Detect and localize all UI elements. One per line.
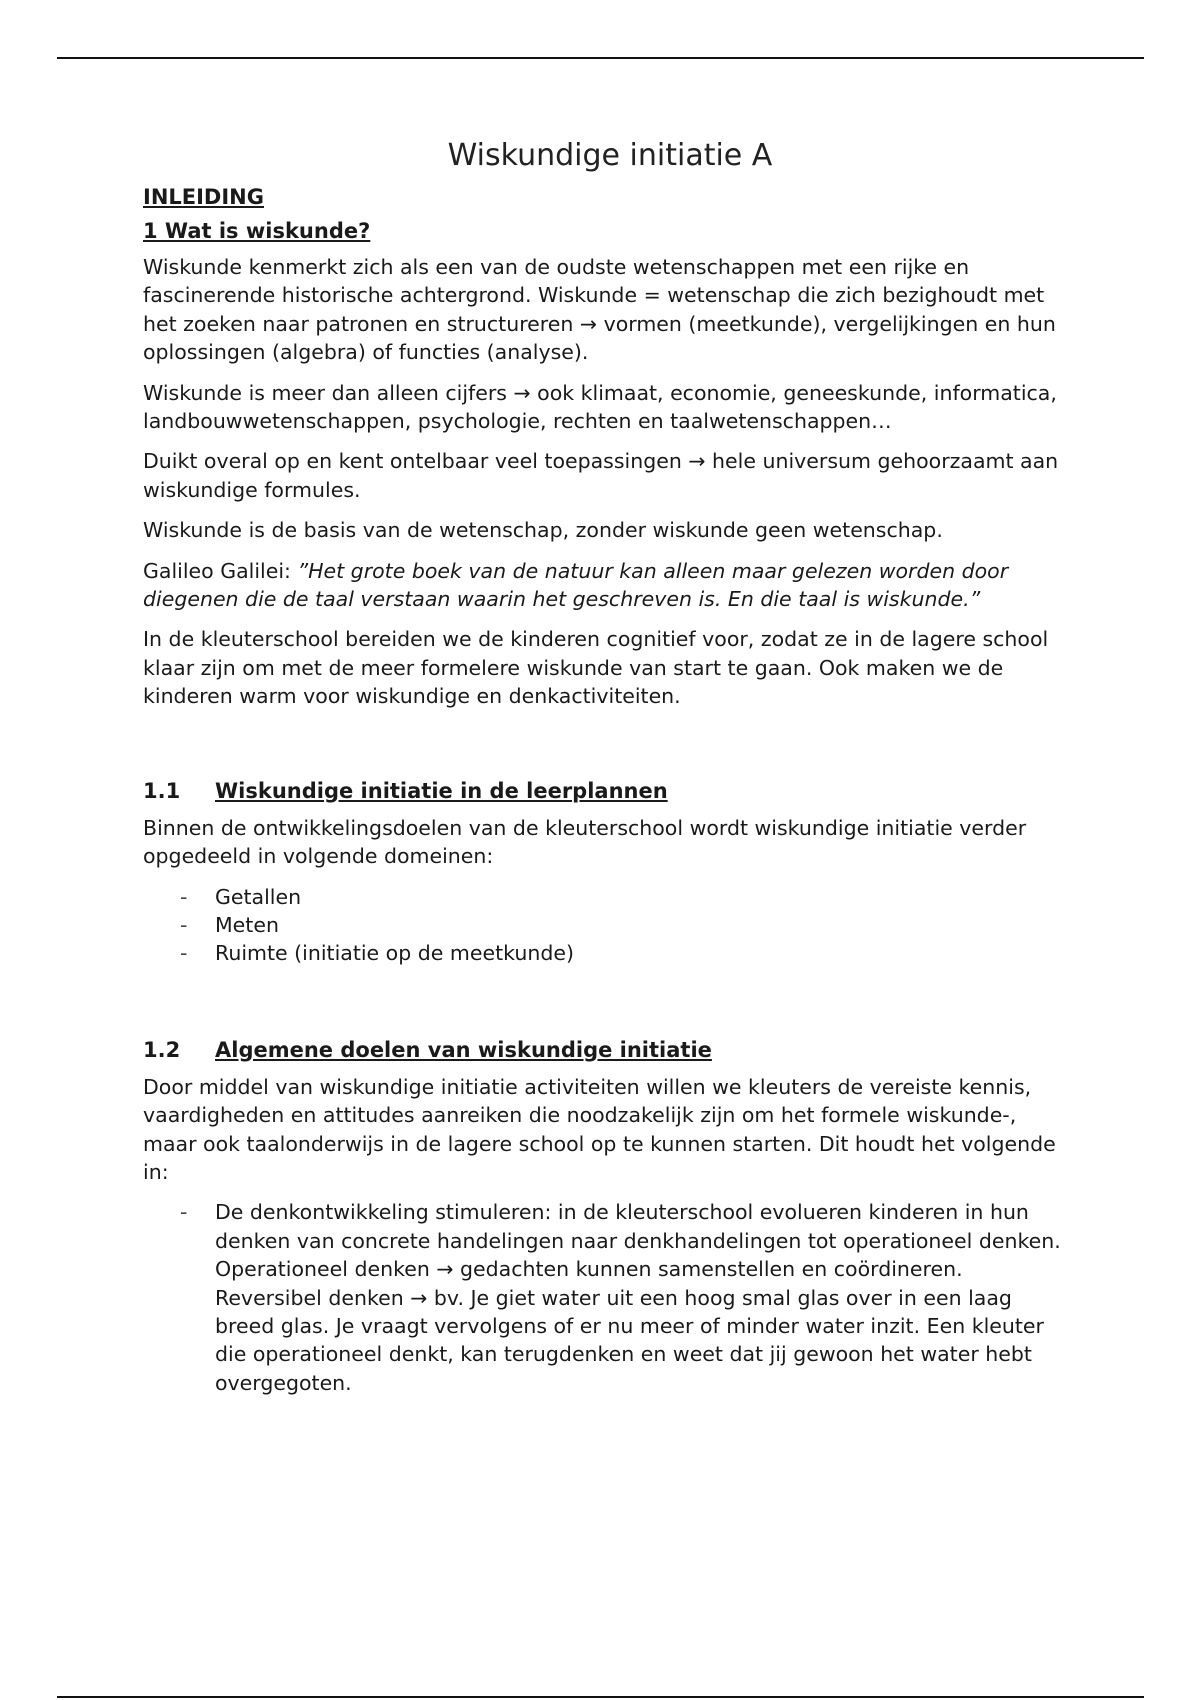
document-page xyxy=(143,138,1063,1409)
list-item: - Meten xyxy=(143,911,1063,939)
goal-line: Operationeel denken → gedachten kunnen samenstellen en coördineren. xyxy=(215,1257,963,1282)
section-heading-1-1 xyxy=(143,779,1063,803)
footer-rule xyxy=(57,1696,1144,1698)
paragraph-definition: Wiskunde kenmerkt zich als een van de oudste wetenschappen met een rijke en fascinerende historische achtergrond. Wiskunde = wetenschap die zich bezighoudt met het zoeken naar patronen en structureren → vormen (meetkunde), vergelijkingen en hun oplossingen (algebra) of functies (analyse). xyxy=(143,255,1056,365)
paragraph-basis: Wiskunde is de basis van de wetenschap, zonder wiskunde geen wetenschap. xyxy=(143,518,943,543)
paragraph-kleuterschool: In de kleuterschool bereiden we de kinderen cognitief voor, zodat ze in de lagere school klaar zijn om met de meer formelere wiskunde van start te gaan. Ook maken we de kinderen warm voor wiskundige en denkactiviteiten. xyxy=(143,627,1049,709)
paragraph-applications: Duikt overal op en kent ontelbaar veel toepassingen → hele universum gehoorzaamt aan wiskundige formules. xyxy=(143,449,1059,502)
section-heading-1-2 xyxy=(143,1038,1063,1062)
section-heading-inleiding: INLEIDING xyxy=(143,185,264,209)
quote-text: ”Het grote boek van de natuur kan alleen maar gelezen worden door diegenen die de taal verstaan waarin het geschreven is. En die taal is wiskunde.” xyxy=(143,558,1009,612)
list-item: - Getallen xyxy=(143,883,1063,911)
section-number: 1.2 xyxy=(143,1037,181,1062)
header-rule xyxy=(57,57,1144,59)
section-title: Algemene doelen van wiskundige initiatie xyxy=(215,1037,712,1062)
document-title: Wiskundige initiatie A xyxy=(447,138,773,173)
quote-author: Galileo Galilei: xyxy=(143,558,298,583)
section-number: 1.1 xyxy=(143,778,181,803)
paragraph-domains: Binnen de ontwikkelingsdoelen van de kleuterschool wordt wiskundige initiatie verder opgedeeld in volgende domeinen: xyxy=(143,815,1027,869)
galilei-quote xyxy=(143,557,1063,614)
list-item: - Ruimte (initiatie op de meetkunde) xyxy=(143,939,1063,967)
goals-list xyxy=(143,1198,1063,1397)
paragraph-more-than-numbers: Wiskunde is meer dan alleen cijfers → ook klimaat, economie, geneeskunde, informatica, landbouwwetenschappen, psychologie, rechten en taalwetenschappen… xyxy=(143,380,1057,434)
paragraph-general-goals: Door middel van wiskundige initiatie activiteiten willen we kleuters de vereiste kennis, vaardigheden en attitudes aanreiken die noodzakelijk zijn om het formele wiskunde-, maar ook taalonderwijs in de lagere school op te kunnen starten. Dit houdt het volgende in: xyxy=(143,1074,1056,1184)
goal-line: Reversibel denken → bv. Je giet water uit een hoog smal glas over in een laag breed glas. Je vraagt vervolgens of er nu meer of minder water inzit. Een kleuter die operationeel denkt, kan terugdenken en weet dat jij gewoon het water hebt overgegoten. xyxy=(215,1285,1044,1395)
subsection-heading-wat-is-wiskunde: 1 Wat is wiskunde? xyxy=(143,219,371,243)
goal-line: De denkontwikkeling stimuleren: in de kleuterschool evolueren kinderen in hun denken van concrete handelingen naar denkhandelingen tot operationeel denken. xyxy=(215,1200,1061,1253)
domain-list xyxy=(143,883,1063,968)
section-title: Wiskundige initiatie in de leerplannen xyxy=(215,778,668,803)
list-item xyxy=(143,1198,1063,1397)
